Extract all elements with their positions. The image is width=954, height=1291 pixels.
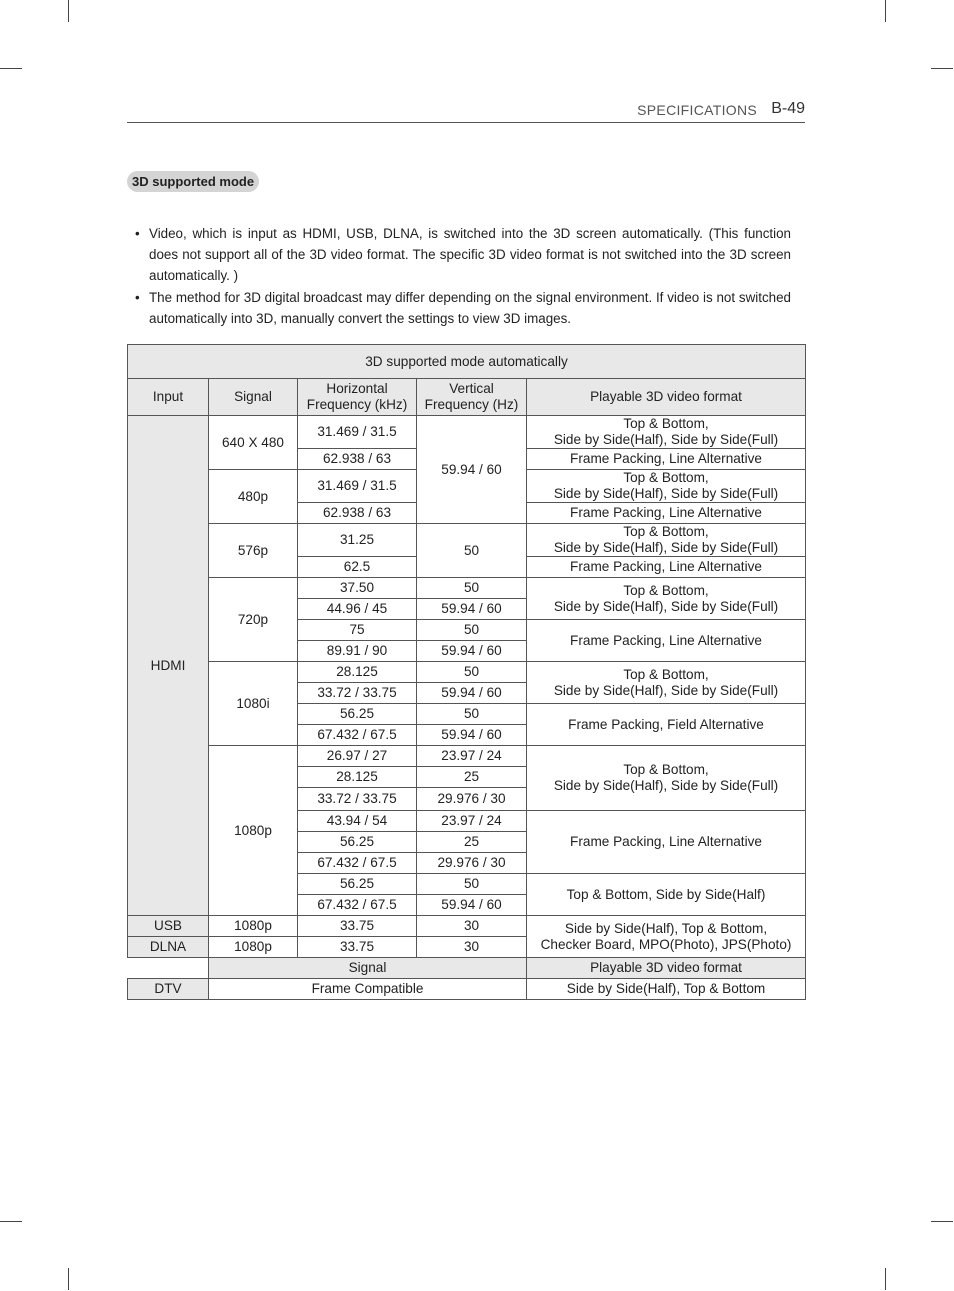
table-row [128, 916, 806, 937]
header-horizontal-frequency: Horizontal Frequency (kHz) [298, 379, 417, 416]
input-usb: USB [128, 916, 209, 937]
hfreq-cell: 31.25 [298, 524, 417, 557]
vfreq-cell: 59.94 / 60 [417, 895, 527, 916]
format-cell: Frame Packing, Line Alternative [527, 811, 806, 874]
crop-mark [68, 0, 69, 22]
vfreq-cell: 59.94 / 60 [417, 416, 527, 524]
vfreq-cell: 30 [417, 916, 527, 937]
table-row [128, 958, 806, 979]
signal-cell: 640 X 480 [209, 416, 298, 470]
signal-cell: 1080p [209, 937, 298, 958]
format-cell: Frame Packing, Field Alternative [527, 704, 806, 746]
page-header [127, 100, 805, 123]
format-cell: Frame Packing, Line Alternative [527, 557, 806, 578]
crop-mark [0, 68, 22, 69]
format-cell: Top & Bottom, Side by Side(Half), Side by Side(Full) [527, 524, 806, 557]
crop-mark [885, 0, 886, 22]
hfreq-cell: 56.25 [298, 832, 417, 853]
format-cell: Top & Bottom, Side by Side(Half), Side by Side(Full) [527, 746, 806, 811]
3d-mode-table [127, 344, 806, 1000]
hfreq-cell: 89.91 / 90 [298, 641, 417, 662]
format-cell: Top & Bottom, Side by Side(Half) [527, 874, 806, 916]
format-cell: Top & Bottom, Side by Side(Half), Side by Side(Full) [527, 662, 806, 704]
table-title: 3D supported mode automatically [128, 345, 806, 379]
bullet-list [133, 223, 791, 330]
header-signal: Signal [209, 379, 298, 416]
crop-mark [68, 1268, 69, 1290]
vfreq-cell: 50 [417, 662, 527, 683]
input-hdmi: HDMI [128, 416, 209, 916]
table-row [128, 746, 806, 767]
page-number: B-49 [771, 100, 805, 117]
hfreq-cell: 56.25 [298, 704, 417, 725]
hfreq-cell: 31.469 / 31.5 [298, 416, 417, 449]
signal-cell: 1080p [209, 916, 298, 937]
table-row [128, 979, 806, 1000]
vfreq-cell: 59.94 / 60 [417, 641, 527, 662]
dtv-header-format: Playable 3D video format [527, 958, 806, 979]
vfreq-cell: 50 [417, 620, 527, 641]
format-cell: Frame Packing, Line Alternative [527, 449, 806, 470]
hfreq-cell: 67.432 / 67.5 [298, 725, 417, 746]
hfreq-cell: 28.125 [298, 662, 417, 683]
bullet-item: • The method for 3D digital broadcast may differ depending on the signal environment. If video is not switched automatically into 3D, manually convert the settings to view 3D images. [133, 287, 791, 329]
signal-cell: 1080i [209, 662, 298, 746]
vfreq-cell: 23.97 / 24 [417, 811, 527, 832]
signal-cell: 1080p [209, 746, 298, 916]
hfreq-cell: 62.938 / 63 [298, 449, 417, 470]
hfreq-cell: 33.72 / 33.75 [298, 683, 417, 704]
signal-cell: 576p [209, 524, 298, 578]
crop-mark [885, 1268, 886, 1290]
format-cell: Side by Side(Half), Top & Bottom, Checker Board, MPO(Photo), JPS(Photo) [527, 916, 806, 958]
vfreq-cell: 23.97 / 24 [417, 746, 527, 767]
crop-mark [0, 1221, 22, 1222]
vfreq-cell: 59.94 / 60 [417, 599, 527, 620]
signal-cell: 480p [209, 470, 298, 524]
vfreq-cell: 50 [417, 578, 527, 599]
vfreq-cell: 29.976 / 30 [417, 853, 527, 874]
hfreq-cell: 33.75 [298, 937, 417, 958]
hfreq-cell: 62.938 / 63 [298, 503, 417, 524]
bullet-item: • Video, which is input as HDMI, USB, DLNA, is switched into the 3D screen automatically. (This function does not support all of the 3D video format. The specific 3D video format is not switched into the 3D screen automatically. ) [133, 223, 791, 286]
format-cell: Frame Packing, Line Alternative [527, 503, 806, 524]
format-cell: Side by Side(Half), Top & Bottom [527, 979, 806, 1000]
hfreq-cell: 33.72 / 33.75 [298, 788, 417, 811]
hfreq-cell: 56.25 [298, 874, 417, 895]
vfreq-cell: 29.976 / 30 [417, 788, 527, 811]
signal-cell: Frame Compatible [209, 979, 527, 1000]
hfreq-cell: 26.97 / 27 [298, 746, 417, 767]
section-title-badge: 3D supported mode [127, 171, 259, 192]
vfreq-cell: 50 [417, 524, 527, 578]
crop-mark [931, 1221, 953, 1222]
vfreq-cell: 59.94 / 60 [417, 683, 527, 704]
table-row [128, 416, 806, 449]
vfreq-cell: 59.94 / 60 [417, 725, 527, 746]
vfreq-cell: 30 [417, 937, 527, 958]
header-section-title: SPECIFICATIONS [637, 102, 757, 118]
vfreq-cell: 50 [417, 704, 527, 725]
table-row [128, 524, 806, 557]
hfreq-cell: 31.469 / 31.5 [298, 470, 417, 503]
format-cell: Top & Bottom, Side by Side(Half), Side by Side(Full) [527, 470, 806, 503]
input-dtv: DTV [128, 979, 209, 1000]
hfreq-cell: 28.125 [298, 767, 417, 788]
header-playable-format: Playable 3D video format [527, 379, 806, 416]
hfreq-cell: 37.50 [298, 578, 417, 599]
table-row [128, 578, 806, 599]
table-row [128, 662, 806, 683]
empty-cell [128, 958, 209, 979]
hfreq-cell: 67.432 / 67.5 [298, 853, 417, 874]
hfreq-cell: 62.5 [298, 557, 417, 578]
crop-mark [931, 68, 953, 69]
hfreq-cell: 33.75 [298, 916, 417, 937]
header-input: Input [128, 379, 209, 416]
hfreq-cell: 67.432 / 67.5 [298, 895, 417, 916]
vfreq-cell: 25 [417, 767, 527, 788]
input-dlna: DLNA [128, 937, 209, 958]
signal-cell: 720p [209, 578, 298, 662]
vfreq-cell: 50 [417, 874, 527, 895]
format-cell: Top & Bottom, Side by Side(Half), Side by Side(Full) [527, 578, 806, 620]
format-cell: Top & Bottom, Side by Side(Half), Side by Side(Full) [527, 416, 806, 449]
hfreq-cell: 44.96 / 45 [298, 599, 417, 620]
hfreq-cell: 43.94 / 54 [298, 811, 417, 832]
header-vertical-frequency: Vertical Frequency (Hz) [417, 379, 527, 416]
dtv-header-signal: Signal [209, 958, 527, 979]
hfreq-cell: 75 [298, 620, 417, 641]
vfreq-cell: 25 [417, 832, 527, 853]
format-cell: Frame Packing, Line Alternative [527, 620, 806, 662]
